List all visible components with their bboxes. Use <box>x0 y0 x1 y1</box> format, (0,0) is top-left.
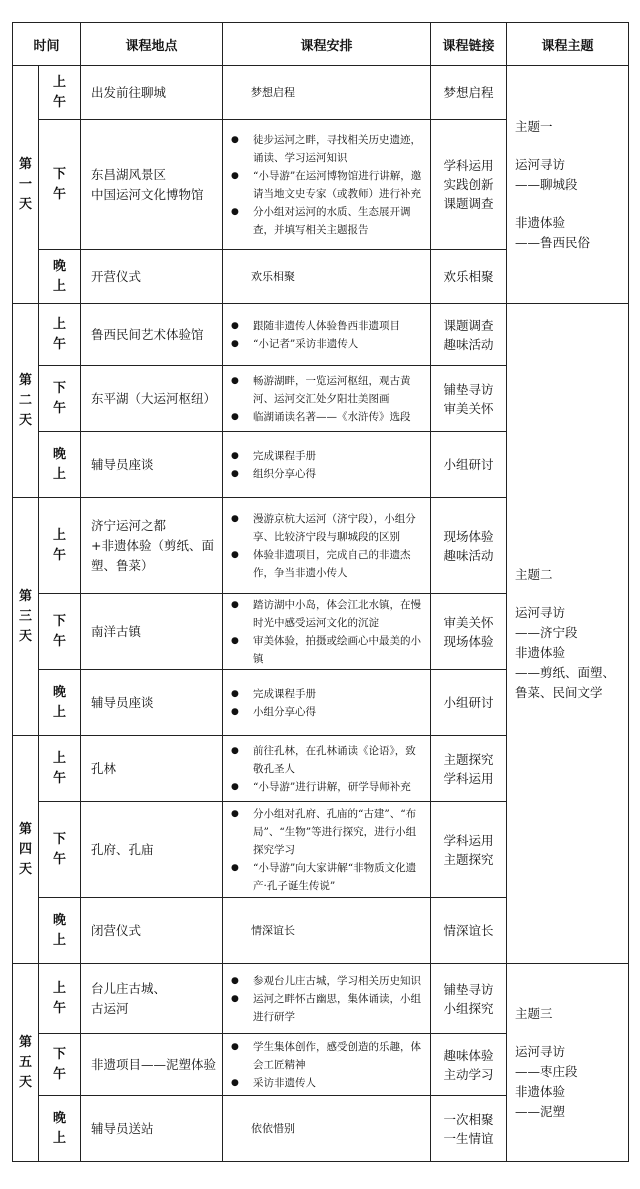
theme-line: 鲁菜、民间文学 <box>515 684 603 700</box>
theme-cell <box>507 304 629 964</box>
period-label <box>39 898 81 964</box>
period-label-text: 下午 <box>52 1046 66 1082</box>
theme-line: ——济宁段 <box>515 624 578 640</box>
period-label <box>39 1034 81 1096</box>
schedule-cell <box>223 66 431 120</box>
schedule-list <box>231 1038 426 1092</box>
link-cell: 趣味体验 主动学习 <box>431 1034 507 1096</box>
schedule-cell <box>223 670 431 736</box>
period-label-text: 下午 <box>52 613 66 649</box>
day-label <box>13 304 39 498</box>
location-cell: 辅导员送站 <box>81 1096 223 1162</box>
schedule-list <box>231 742 426 796</box>
schedule-cell <box>223 802 431 898</box>
link-cell: 现场体验 趣味活动 <box>431 498 507 594</box>
period-label <box>39 736 81 802</box>
location-cell: 南洋古镇 <box>81 594 223 670</box>
schedule-text: 梦想启程 <box>251 85 296 99</box>
schedule-text: 情深谊长 <box>251 923 296 937</box>
theme-line: 运河寻访 <box>515 604 566 620</box>
period-label <box>39 964 81 1034</box>
period-label-text: 晚上 <box>52 684 66 720</box>
header-location: 课程地点 <box>81 23 223 66</box>
period-label <box>39 250 81 304</box>
schedule-item: ● 采访非遗传人 <box>231 1074 426 1092</box>
header-theme: 课程主题 <box>507 23 629 66</box>
link-cell: 学科运用 实践创新 课题调查 <box>431 120 507 250</box>
day-label-text: 第四天 <box>18 821 32 877</box>
schedule-item: ● “小导游”向大家讲解“非物质文化遗产·孔子诞生传说” <box>231 859 426 895</box>
schedule-cell <box>223 366 431 432</box>
location-cell: 济宁运河之都 +非遗体验（剪纸、面塑、鲁菜） <box>81 498 223 594</box>
schedule-item: ● 跟随非遗传人体验鲁西非遗项目 <box>231 317 426 335</box>
schedule-item: ● 体验非遗项目，完成自己的非遗杰作，争当非遗小传人 <box>231 546 426 582</box>
schedule-item: ● 临湖诵读名著——《水浒传》选段 <box>231 408 426 426</box>
schedule-item: ● 组织分享心得 <box>231 465 426 483</box>
theme-line: 运河寻访 <box>515 1043 566 1059</box>
schedule-cell <box>223 736 431 802</box>
period-label-text: 下午 <box>52 166 66 202</box>
period-label-text: 上午 <box>52 527 66 563</box>
schedule-item: ● 学生集体创作，感受创造的乐趣，体会工匠精神 <box>231 1038 426 1074</box>
period-label-text: 上午 <box>52 750 66 786</box>
period-label <box>39 498 81 594</box>
schedule-list <box>231 372 426 426</box>
period-label <box>39 120 81 250</box>
link-cell: 小组研讨 <box>431 670 507 736</box>
schedule-item: ● 分小组对孔府、孔庙的“古建”、“布局”、“生物”等进行探究，进行小组探究学习 <box>231 805 426 859</box>
period-label <box>39 304 81 366</box>
schedule-list <box>231 972 426 1026</box>
theme-block <box>515 1004 628 1024</box>
schedule-list <box>231 685 426 721</box>
location-cell: 鲁西民间艺术体验馆 <box>81 304 223 366</box>
theme-cell <box>507 964 629 1162</box>
schedule-item: ● 小组分享心得 <box>231 703 426 721</box>
theme-line: ——枣庄段 <box>515 1063 578 1079</box>
location-cell: 辅导员座谈 <box>81 670 223 736</box>
day-label-text: 第五天 <box>18 1034 32 1090</box>
day-label <box>13 736 39 964</box>
schedule-cell <box>223 1034 431 1096</box>
theme-line: ——剪纸、面塑、 <box>515 664 616 680</box>
schedule-item: ● 分小组对运河的水质、生态展开调查，并填写相关主题报告 <box>231 203 426 239</box>
theme-line: ——聊城段 <box>515 176 578 192</box>
period-label-text: 下午 <box>52 831 66 867</box>
period-label <box>39 66 81 120</box>
schedule-list <box>231 596 426 668</box>
period-label <box>39 1096 81 1162</box>
link-cell: 一次相聚 一生情谊 <box>431 1096 507 1162</box>
schedule-item: ● 漫游京杭大运河（济宁段），小组分享、比较济宁段与聊城段的区别 <box>231 510 426 546</box>
schedule-cell <box>223 250 431 304</box>
curriculum-table <box>12 22 629 1162</box>
schedule-list <box>231 510 426 582</box>
period-label-text: 晚上 <box>52 446 66 482</box>
schedule-item: ● 徒步运河之畔，寻找相关历史遗迹，诵读、学习运河知识 <box>231 131 426 167</box>
schedule-list <box>231 131 426 239</box>
period-label <box>39 366 81 432</box>
period-label <box>39 802 81 898</box>
schedule-cell <box>223 498 431 594</box>
schedule-cell <box>223 432 431 498</box>
theme-block <box>515 565 628 585</box>
theme-block <box>515 603 628 703</box>
location-cell: 辅导员座谈 <box>81 432 223 498</box>
table-row <box>13 66 629 120</box>
period-label-text: 上午 <box>52 316 66 352</box>
location-cell: 台儿庄古城、 古运河 <box>81 964 223 1034</box>
table-row <box>13 964 629 1034</box>
link-cell: 铺垫寻访 小组探究 <box>431 964 507 1034</box>
theme-line: 主题一 <box>515 118 553 134</box>
schedule-item: ● 畅游湖畔，一览运河枢纽，观古黄河、运河交汇处夕阳壮美图画 <box>231 372 426 408</box>
schedule-cell <box>223 304 431 366</box>
location-cell: 出发前往聊城 <box>81 66 223 120</box>
period-label-text: 晚上 <box>52 912 66 948</box>
day-label <box>13 498 39 736</box>
link-cell: 课题调查 趣味活动 <box>431 304 507 366</box>
period-label <box>39 594 81 670</box>
table-row <box>13 304 629 366</box>
header-time: 时间 <box>13 23 81 66</box>
theme-block <box>515 155 628 195</box>
location-cell: 孔府、孔庙 <box>81 802 223 898</box>
schedule-item: ● “小导游”在运河博物馆进行讲解，邀请当地文史专家（或教师）进行补充 <box>231 167 426 203</box>
schedule-item: ● 完成课程手册 <box>231 685 426 703</box>
link-cell: 小组研讨 <box>431 432 507 498</box>
header-row <box>13 23 629 66</box>
header-link: 课程链接 <box>431 23 507 66</box>
schedule-list <box>231 447 426 483</box>
link-cell: 审美关怀 现场体验 <box>431 594 507 670</box>
theme-cell <box>507 66 629 304</box>
link-cell: 主题探究 学科运用 <box>431 736 507 802</box>
period-label-text: 晚上 <box>52 1110 66 1146</box>
day-label-text: 第三天 <box>18 588 32 644</box>
theme-line: 运河寻访 <box>515 156 566 172</box>
schedule-item: ● 参观台儿庄古城，学习相关历史知识 <box>231 972 426 990</box>
location-cell: 开营仪式 <box>81 250 223 304</box>
period-label-text: 下午 <box>52 380 66 416</box>
schedule-cell <box>223 120 431 250</box>
schedule-item: ● 完成课程手册 <box>231 447 426 465</box>
theme-line: 非遗体验 <box>515 1083 566 1099</box>
location-cell: 东平湖（大运河枢纽） <box>81 366 223 432</box>
theme-line: ——泥塑 <box>515 1103 566 1119</box>
theme-line: ——鲁西民俗 <box>515 234 591 250</box>
day-label-text: 第一天 <box>18 156 32 212</box>
theme-line: 非遗体验 <box>515 214 566 230</box>
schedule-list <box>231 317 426 353</box>
period-label-text: 上午 <box>52 980 66 1016</box>
schedule-text: 依依惜别 <box>251 1121 296 1135</box>
theme-line: 非遗体验 <box>515 644 566 660</box>
location-cell: 非遗项目——泥塑体验 <box>81 1034 223 1096</box>
period-label <box>39 432 81 498</box>
table-body <box>13 66 629 1162</box>
location-cell: 闭营仪式 <box>81 898 223 964</box>
schedule-cell <box>223 1096 431 1162</box>
schedule-item: ● 运河之畔怀古幽思，集体诵读，小组进行研学 <box>231 990 426 1026</box>
link-cell: 铺垫寻访 审美关怀 <box>431 366 507 432</box>
theme-block <box>515 213 628 253</box>
period-label-text: 上午 <box>52 74 66 110</box>
theme-line: 主题二 <box>515 566 553 582</box>
link-cell: 梦想启程 <box>431 66 507 120</box>
day-label-text: 第二天 <box>18 372 32 428</box>
schedule-cell <box>223 898 431 964</box>
schedule-item: ● 踏访湖中小岛，体会江北水镇，在慢时光中感受运河文化的沉淀 <box>231 596 426 632</box>
location-cell: 东昌湖风景区 中国运河文化博物馆 <box>81 120 223 250</box>
day-label <box>13 964 39 1162</box>
schedule-item: ● 审美体验，拍摄或绘画心中最美的小镇 <box>231 632 426 668</box>
location-cell: 孔林 <box>81 736 223 802</box>
header-schedule: 课程安排 <box>223 23 431 66</box>
schedule-cell <box>223 964 431 1034</box>
theme-line: 主题三 <box>515 1005 553 1021</box>
day-label <box>13 66 39 304</box>
schedule-text: 欢乐相聚 <box>251 269 296 283</box>
schedule-item: ● 前往孔林，在孔林诵读《论语》，致敬孔圣人 <box>231 742 426 778</box>
schedule-cell <box>223 594 431 670</box>
schedule-item: ● “小导游”进行讲解，研学导师补充 <box>231 778 426 796</box>
schedule-item: ● “小记者”采访非遗传人 <box>231 335 426 353</box>
link-cell: 情深谊长 <box>431 898 507 964</box>
theme-block <box>515 117 628 137</box>
theme-block <box>515 1042 628 1122</box>
period-label <box>39 670 81 736</box>
link-cell: 欢乐相聚 <box>431 250 507 304</box>
link-cell: 学科运用 主题探究 <box>431 802 507 898</box>
schedule-list <box>231 805 426 895</box>
period-label-text: 晚上 <box>52 258 66 294</box>
